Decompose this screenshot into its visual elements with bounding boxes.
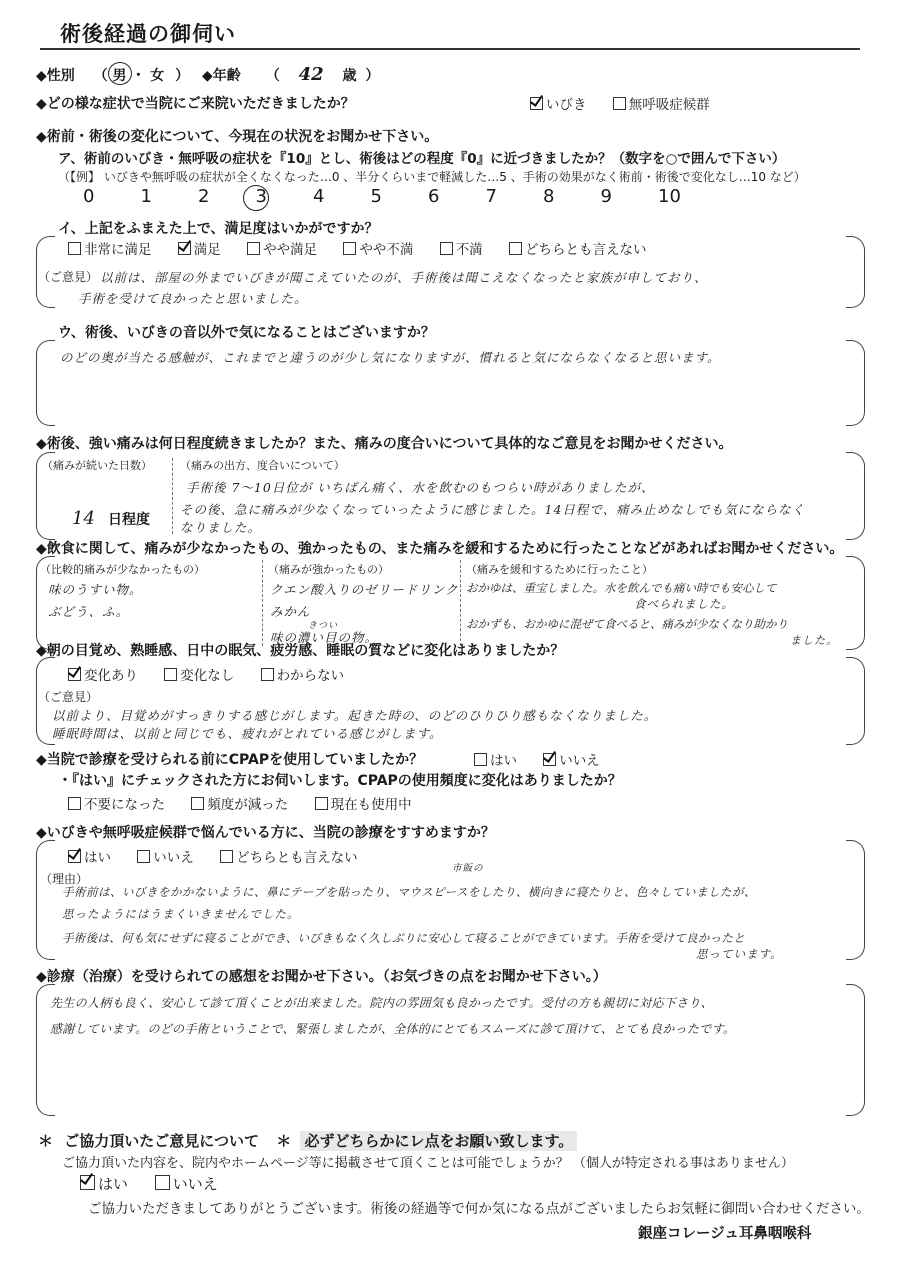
recommend-label-no: いいえ [153, 850, 194, 866]
food-col1-label: （比較的痛みが少なかったもの） [40, 563, 205, 576]
consent-heading [38, 1130, 577, 1151]
pain-detail-line1: 手術後 7〜10日位が いちばん痛く、水を飲むのもつらい時がありましたが、 [186, 480, 655, 495]
cpap-sub-label-inuse: 現在も使用中 [330, 797, 412, 813]
sat-option-satisfied[interactable] [178, 242, 221, 258]
sleep-option-nochange[interactable] [164, 668, 234, 684]
recommend-checkbox-neither[interactable] [220, 850, 233, 863]
satisfaction-options [68, 238, 668, 258]
gender-open: （ [93, 68, 108, 84]
impression-question: ◆診療（治療）を受けられての感想をお聞かせ下さい。（お気づきの点をお聞かせ下さい。） [36, 969, 607, 985]
food-col3-label: （痛みを緩和するために行ったこと） [466, 563, 653, 576]
consent-star-1: ＊ [38, 1132, 54, 1150]
consent-checkbox-no[interactable] [155, 1175, 170, 1190]
cpap-checkbox-yes[interactable] [474, 753, 487, 766]
scale-3[interactable]: 3 [255, 186, 267, 207]
thanks-note: ご協力いただきましてありがとうございます。術後の経過等で何か気になる点がございましたらお気軽に御問い合わせください。 [88, 1201, 870, 1217]
pain-days-value[interactable]: 14 [72, 508, 95, 529]
recommend-option-yes[interactable] [68, 850, 111, 866]
cpap-sub-checkbox-reduced[interactable] [191, 797, 204, 810]
symptom-question: ◆どの様な症状で当院にご来院いただきましたか？ [36, 96, 355, 112]
gender-dot: ・ [131, 68, 146, 84]
consent-question: ご協力頂いた内容を、院内やホームページ等に掲載させて頂くことは可能でしょうか？ （個人が特定される事はありません） [62, 1156, 794, 1171]
recommend-reason-line2: 思ったようにはうまくいきませんでした。 [62, 907, 300, 921]
checkbox-snoring[interactable] [530, 97, 543, 110]
sleep-bracket-right [846, 657, 865, 745]
pain-days-label: （痛みが続いた日数） [42, 459, 152, 472]
page-title: 術後経過の御伺い [60, 22, 236, 46]
sleep-option-changed[interactable] [68, 668, 138, 684]
cpap-sub-label-reduced: 頻度が減った [207, 797, 289, 813]
recommend-annotation: 市販の [452, 863, 484, 874]
sat-checkbox-very[interactable] [68, 242, 81, 255]
cpap-sub-option-unneeded[interactable] [68, 797, 165, 813]
consent-option-yes[interactable] [80, 1175, 128, 1193]
scale-row [83, 186, 716, 207]
recommend-checkbox-yes[interactable] [68, 850, 81, 863]
sat-label-unsatisfied: 不満 [455, 242, 483, 258]
scale-7[interactable]: 7 [485, 186, 497, 207]
gender-male-label: 男 [112, 68, 127, 84]
scale-10[interactable]: 10 [658, 186, 681, 207]
gender-row [36, 64, 379, 85]
checkbox-apnea[interactable] [613, 97, 626, 110]
sleep-checkbox-unknown[interactable] [261, 668, 274, 681]
food-col1-line2: ぶどう、ふ。 [48, 604, 130, 619]
gender-close: ） [175, 68, 190, 84]
sat-label-somewhat: やや満足 [263, 242, 318, 258]
other-concern-answer: のどの奥が当たる感触が、これまでと違うのが少し気になりますが、慣れると気にならなくなると思います。 [60, 350, 721, 365]
food-col3-line4: ました。 [790, 634, 838, 647]
concern-bracket-right [846, 340, 865, 426]
recommend-option-neither[interactable] [220, 850, 358, 866]
gender-male-option[interactable] [113, 65, 127, 85]
food-col2-line1: クエン酸入りのゼリードリンク [270, 582, 459, 597]
cpap-option-no[interactable] [543, 753, 600, 769]
sleep-checkbox-changed[interactable] [68, 668, 81, 681]
food-col3-line2: 食べられました。 [634, 597, 734, 611]
impression-bracket-right [846, 984, 865, 1116]
option-apnea-label: 無呼吸症候群 [628, 97, 710, 113]
option-apnea[interactable] [613, 97, 710, 113]
satisfaction-bracket-right [846, 236, 865, 308]
sat-checkbox-somewhat[interactable] [247, 242, 260, 255]
consent-heading-label: ご協力頂いたご意見について [64, 1132, 259, 1150]
sat-option-somewhat[interactable] [247, 242, 317, 258]
scale-1[interactable]: 1 [140, 186, 152, 207]
satisfaction-opinion-line2: 手術を受けて良かったと思いました。 [78, 291, 308, 306]
scale-8[interactable]: 8 [543, 186, 555, 207]
scale-2[interactable]: 2 [198, 186, 210, 207]
sat-option-very[interactable] [68, 242, 152, 258]
change-a-question: ア、術前のいびき・無呼吸の症状を『10』とし、術後はどの程度『0』に近づきましたか？（数字を○で囲んで下さい） [58, 151, 786, 167]
food-col2-label: （痛みが強かったもの） [268, 563, 389, 576]
consent-label-no: いいえ [172, 1175, 218, 1193]
age-value[interactable]: 42 [298, 64, 324, 85]
pain-divider [172, 458, 173, 534]
cpap-sub-option-inuse[interactable] [315, 797, 412, 813]
change-example: （【例】 いびきや無呼吸の症状が全くなくなった…0 、半分くらいまで軽減した…5 、手術の効果がなく術前・術後で変化なし…10 など） [58, 170, 806, 184]
recommend-reason-label: （理由） [40, 872, 89, 886]
sat-checkbox-satisfied[interactable] [178, 242, 191, 255]
cpap-options [474, 749, 622, 769]
sleep-opinion-label: （ご意見） [38, 690, 99, 704]
cpap-sub-option-reduced[interactable] [191, 797, 288, 813]
other-concern-question: ウ、術後、いびきの音以外で気になることはございますか？ [58, 325, 435, 341]
scale-4[interactable]: 4 [313, 186, 325, 207]
cpap-sub-checkbox-unneeded[interactable] [68, 797, 81, 810]
food-col3-line3: おかずも、おかゆに混ぜて食べると、痛みが少なくなり助かり [466, 617, 788, 631]
symptom-options [530, 93, 732, 113]
satisfaction-opinion-label: （ご意見） [38, 270, 99, 284]
sleep-question: ◆朝の目覚め、熟睡感、日中の眠気、疲労感、睡眠の質などに変化はありましたか？ [36, 643, 565, 659]
cpap-checkbox-no[interactable] [543, 753, 556, 766]
age-unit: 歳 [342, 68, 357, 84]
consent-options [80, 1173, 240, 1194]
sat-label-very: 非常に満足 [84, 242, 152, 258]
sleep-options [68, 664, 366, 684]
option-snoring[interactable] [530, 97, 587, 113]
food-col1-line1: 味のうすい物。 [48, 582, 143, 597]
food-col2-line3: 味の濃い目の物。 [270, 630, 379, 645]
change-header: ◆術前・術後の変化について、今現在の状況をお聞かせ下さい。 [36, 129, 439, 145]
recommend-checkbox-no[interactable] [137, 850, 150, 863]
sat-option-neither[interactable] [509, 242, 647, 258]
consent-instruction: 必ずどちらかにレ点をお願い致します。 [300, 1131, 577, 1151]
gender-label: ◆性別 [36, 68, 75, 84]
sleep-option-unknown[interactable] [261, 668, 345, 684]
pain-days-row [72, 508, 150, 529]
scale-5[interactable]: 5 [370, 186, 382, 207]
food-col2-note: きつい [308, 621, 339, 631]
consent-option-no[interactable] [155, 1175, 218, 1193]
sleep-label-nochange: 変化なし [180, 668, 235, 684]
recommend-option-no[interactable] [137, 850, 194, 866]
gender-male-circle [108, 62, 132, 85]
pain-detail-line3: なりました。 [180, 520, 262, 535]
recommend-reason-line4: 思っています。 [696, 947, 783, 961]
cpap-label-yes: はい [490, 753, 517, 769]
sleep-label-unknown: わからない [276, 668, 345, 684]
consent-label-yes: はい [98, 1175, 129, 1193]
age-close: ） [365, 68, 380, 84]
recommend-reason-line1: 手術前は、いびきをかかないように、鼻にテープを貼ったり、マウスピースをしたり、横向きに寝たりと、色々していましたが、 [62, 885, 757, 899]
sleep-opinion-line1: 以前より、目覚めがすっきりする感じがします。起きた時の、のどのひりひり感もなくなりました。 [52, 708, 658, 723]
recommend-question: ◆いびきや無呼吸症候群で悩んでいる方に、当院の診療をすすめますか？ [36, 825, 495, 841]
sat-label-somewhat-un: やや不満 [359, 242, 414, 258]
sat-option-unsatisfied[interactable] [440, 242, 483, 258]
recommend-reason-line3: 手術後は、何も気にせずに寝ることができ、いびきもなく久しぶりに安心して寝ることができています。手術を受けて良かったと [62, 931, 746, 945]
cpap-sub-checkbox-inuse[interactable] [315, 797, 328, 810]
food-divider-1 [262, 560, 263, 646]
satisfaction-question: イ、上記をふまえた上で、満足度はいかがですか？ [58, 221, 379, 237]
food-bracket-right [846, 556, 865, 650]
satisfaction-opinion-line1: 以前は、部屋の外までいびきが聞こえていたのが、手術後は聞こえなくなったと家族が申しており、 [100, 270, 708, 285]
food-divider-2 [460, 560, 461, 646]
sat-checkbox-neither[interactable] [509, 242, 522, 255]
clinic-name: 銀座コレージュ耳鼻咽喉科 [638, 1226, 812, 1242]
sleep-label-changed: 変化あり [84, 668, 138, 684]
sleep-opinion-line2: 睡眠時間は、以前と同じでも、疲れがとれている感じがします。 [52, 726, 443, 741]
concern-bracket-left [36, 340, 55, 426]
pain-question: ◆術後、強い痛みは何日程度続きましたか？また、痛みの度合いについて具体的なご意見をお聞かせください。 [36, 436, 733, 452]
cpap-question: ◆当院で診療を受けられる前にCPAPを使用していましたか？ [36, 752, 424, 768]
scale-6[interactable]: 6 [428, 186, 440, 207]
food-col3-line1: おかゆは、重宝しました。水を飲んでも痛い時でも安心して [466, 581, 777, 595]
scale-0[interactable]: 0 [83, 186, 95, 207]
sat-label-neither: どちらとも言えない [524, 242, 647, 258]
sat-checkbox-somewhat-un[interactable] [343, 242, 356, 255]
food-question: ◆飲食に関して、痛みが少なかったもの、強かったもの、また痛みを緩和するために行ったことなどがあればお聞かせください。 [36, 541, 844, 557]
age-label: ◆年齢 [202, 68, 241, 84]
recommend-options [68, 846, 380, 866]
title-underline [40, 48, 860, 50]
cpap-sub-question: ・『はい』にチェックされた方にお伺いします。CPAPの使用頻度に変化はありましたか？ [58, 773, 622, 789]
sat-checkbox-unsatisfied[interactable] [440, 242, 453, 255]
pain-detail-label: （痛みの出方、度合いについて） [180, 459, 345, 472]
consent-checkbox-yes[interactable] [80, 1175, 95, 1190]
scale-selected-circle [243, 185, 269, 211]
gender-female-option[interactable]: 女 [150, 68, 165, 84]
sat-option-somewhat-un[interactable] [343, 242, 413, 258]
age-open: （ [265, 68, 280, 84]
recommend-bracket-left [36, 840, 55, 960]
cpap-option-yes[interactable] [474, 753, 517, 769]
recommend-label-yes: はい [84, 850, 111, 866]
food-col2-line2: みかん [270, 604, 311, 619]
cpap-label-no: いいえ [559, 753, 600, 769]
scale-9[interactable]: 9 [600, 186, 612, 207]
impression-line1: 先生の人柄も良く、安心して診て頂くことが出来ました。院内の雰囲気も良かったです。受付の方も親切に対応下さり、 [50, 996, 714, 1010]
cpap-sub-options [68, 793, 434, 813]
recommend-bracket-right [846, 840, 865, 960]
impression-line2: 感謝しています。のどの手術ということで、緊張しましたが、全体的にとてもスムーズに診て頂けて、とても良かったです。 [50, 1022, 736, 1036]
pain-bracket-right [846, 452, 865, 540]
consent-star-2: ＊ [276, 1132, 292, 1150]
pain-days-unit: 日程度 [108, 512, 150, 528]
recommend-label-neither: どちらとも言えない [236, 850, 358, 866]
cpap-sub-label-unneeded: 不要になった [84, 797, 165, 813]
sat-label-satisfied: 満足 [193, 242, 221, 258]
pain-detail-line2: その後、急に痛みが少なくなっていったように感じました。14日程で、痛み止めなしでも気にならなく [180, 502, 806, 517]
sleep-checkbox-nochange[interactable] [164, 668, 177, 681]
option-snoring-label: いびき [546, 97, 587, 113]
